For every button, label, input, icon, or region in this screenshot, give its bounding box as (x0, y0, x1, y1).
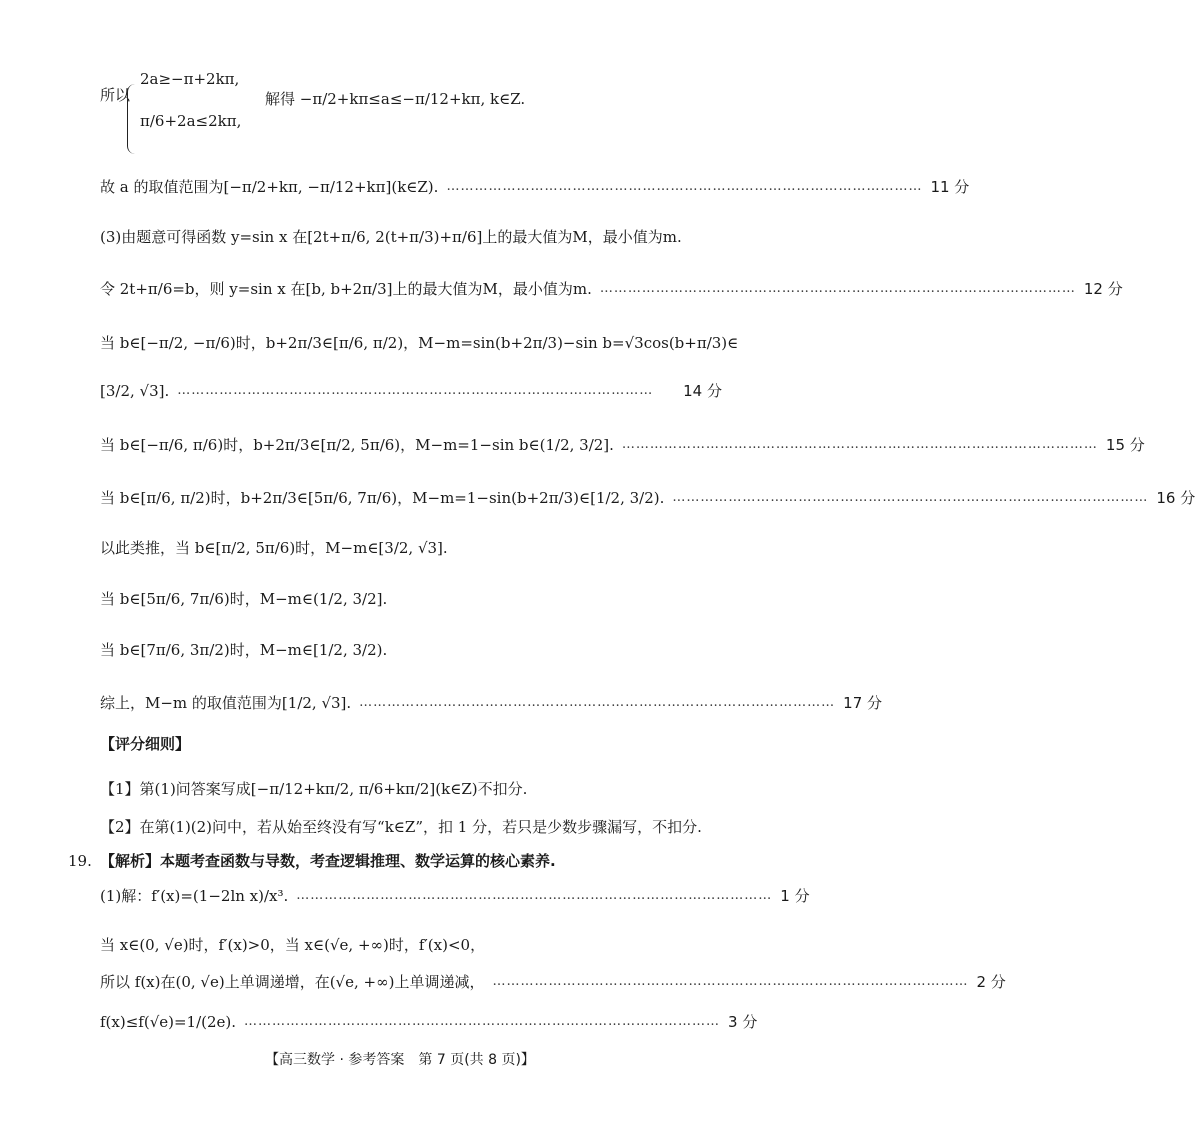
line-text: 所以 (100, 86, 131, 104)
text-line (100, 727, 722, 761)
leader-dots: ………………………………………………………………………………………… (446, 179, 923, 194)
text-line (100, 531, 722, 565)
score-label: 2 分 (976, 973, 1006, 991)
leader-dots: ………………………………………………………………………………………… (492, 974, 969, 989)
score-label: 16 分 (1156, 489, 1195, 507)
section-heading: 【评分细则】 (100, 735, 191, 753)
leader-dots: ………………………………………………………………………………………… (672, 490, 1149, 505)
score-label: 3 分 (728, 1013, 758, 1031)
text-line (100, 481, 1195, 515)
score-label: 1 分 (780, 887, 810, 905)
analysis-heading: 【解析】本题考查函数与导数，考查逻辑推理、数学运算的核心素养. (100, 852, 556, 870)
text-line (265, 82, 525, 116)
text-line (100, 428, 1145, 462)
line-text: 当 x∈(0, √e)时，f′(x)>0，当 x∈(√e, +∞)时，f′(x)<0， (100, 936, 486, 954)
line-text: 当 b∈[−π/2, −π/6)时，b+2π/3∈[π/6, π/2)，M−m=sin(b+2π/3)−sin b=√3cos(b+π/3)∈ (100, 334, 739, 352)
score-label: 15 分 (1105, 436, 1145, 454)
leader-dots: ………………………………………………………………………………………… (599, 281, 1076, 296)
line-text: 令 2t+π/6=b，则 y=sin x 在[b, b+2π/3]上的最大值为M，最小值为m. (100, 280, 592, 298)
text-line (100, 686, 883, 720)
leader-dots: ………………………………………………………………………………………… (621, 437, 1098, 452)
score-label: 14 分 (683, 382, 722, 400)
line-text: 当 b∈[7π/6, 3π/2)时，M−m∈[1/2, 3/2). (100, 641, 388, 659)
line-text: 【1】第(1)问答案写成[−π/12+kπ/2, π/6+kπ/2](k∈Z)不扣分. (100, 780, 528, 798)
line-text: f(x)≤f(√e)=1/(2e). (100, 1013, 237, 1031)
line-text: (3)由题意可得函数 y=sin x 在[2t+π/6, 2(t+π/3)+π/6]上的最大值为M，最小值为m. (100, 228, 682, 246)
leader-dots: ………………………………………………………………………………………… (359, 695, 836, 710)
line-text: 以此类推，当 b∈[π/2, 5π/6)时，M−m∈[3/2, √3]. (100, 539, 448, 557)
text-line (100, 1005, 758, 1039)
text-line (100, 220, 722, 254)
line-text: 故 a 的取值范围为[−π/2+kπ, −π/12+kπ](k∈Z). (100, 178, 439, 196)
score-label: 12 分 (1083, 280, 1123, 298)
text-line (100, 374, 722, 408)
text-line (100, 582, 722, 616)
text-line (100, 633, 722, 667)
line-text: 当 b∈[5π/6, 7π/6)时，M−m∈(1/2, 3/2]. (100, 590, 388, 608)
line-text: 【2】在第(1)(2)问中，若从始至终没有写“k∈Z”，扣 1 分，若只是少数步骤漏写，不扣分. (100, 818, 702, 836)
score-label: 17 分 (843, 694, 883, 712)
leader-dots: ………………………………………………………………………………………… (177, 383, 654, 398)
line-text: π/6+2a≤2kπ, (140, 112, 242, 130)
page-footer: 【高三数学 · 参考答案 第 7 页(共 8 页)】 (265, 1052, 535, 1068)
text-line (100, 772, 722, 806)
text-line (100, 326, 739, 360)
brace (127, 84, 138, 154)
text-line (100, 965, 1006, 999)
text-line (140, 62, 239, 96)
line-text: [3/2, √3]. (100, 382, 170, 400)
question-number: 19. (68, 852, 92, 870)
leader-dots: ………………………………………………………………………………………… (244, 1014, 721, 1029)
leader-dots: ………………………………………………………………………………………… (296, 888, 773, 903)
text-line (140, 104, 241, 138)
line-text: 所以 f(x)在(0, √e)上单调递增，在(√e, +∞)上单调递减， (100, 973, 485, 991)
line-text: 综上，M−m 的取值范围为[1/2, √3]. (100, 694, 352, 712)
line-text: 2a≥−π+2kπ, (140, 70, 240, 88)
text-line (100, 170, 970, 204)
line-text: 当 b∈[−π/6, π/6)时，b+2π/3∈[π/2, 5π/6)，M−m=1−sin b∈(1/2, 3/2]. (100, 436, 614, 454)
text-line (100, 810, 722, 844)
text-line (68, 844, 722, 878)
line-text: (1)解：f′(x)=(1−2ln x)/x³. (100, 887, 289, 905)
text-line (100, 879, 810, 913)
text-line (100, 928, 722, 962)
score-label: 11 分 (930, 178, 970, 196)
line-text: 解得 −π/2+kπ≤a≤−π/12+kπ, k∈Z. (265, 90, 526, 108)
text-line (100, 272, 1123, 306)
line-text: 当 b∈[π/6, π/2)时，b+2π/3∈[5π/6, 7π/6)，M−m=1−sin(b+2π/3)∈[1/2, 3/2). (100, 489, 665, 507)
